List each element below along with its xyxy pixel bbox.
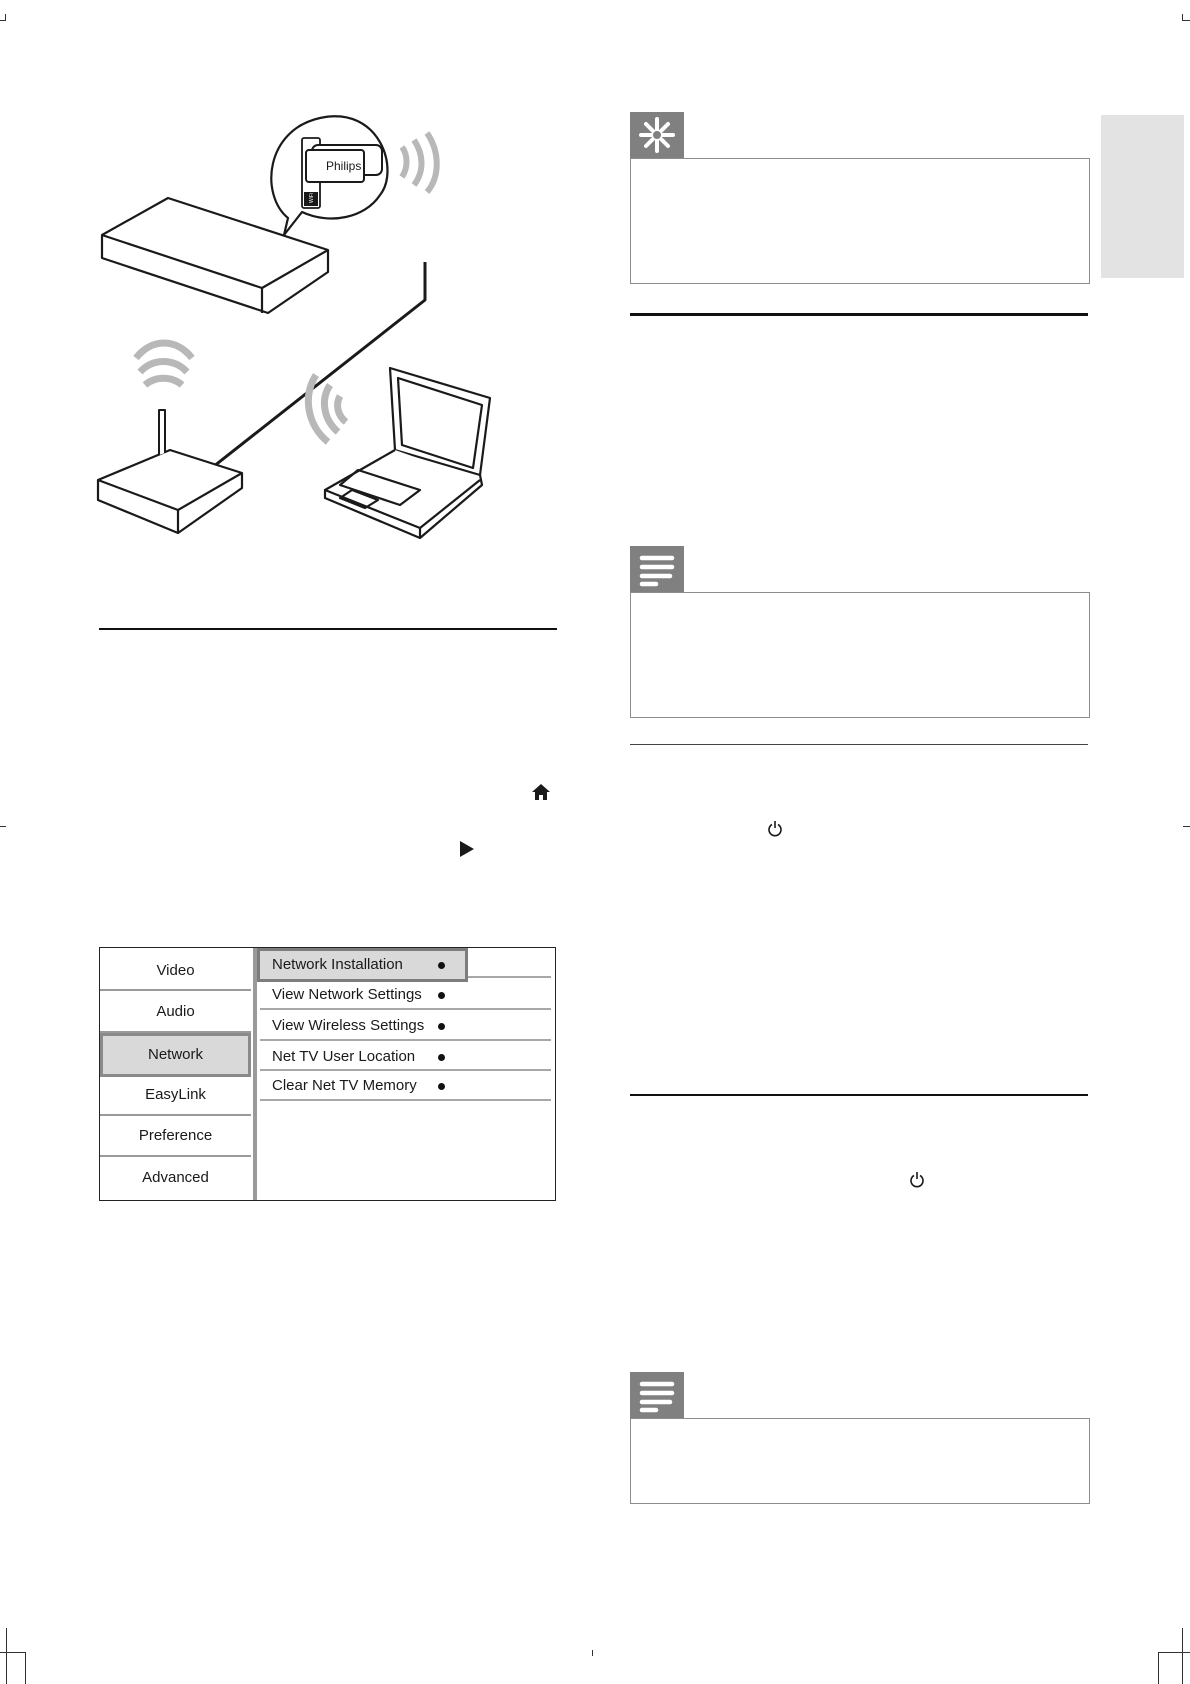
menu-divider (100, 1114, 251, 1116)
submenu-dot (438, 1023, 445, 1030)
crop-mark-bottom-right-v (1158, 1652, 1159, 1684)
menu-item-view-wireless-settings[interactable]: View Wireless Settings (260, 1012, 551, 1040)
setup-menu (99, 947, 556, 1201)
menu-category-network[interactable]: Network (100, 1033, 251, 1077)
power-icon (767, 820, 783, 838)
lines-icon (630, 546, 684, 592)
menu-categories (100, 948, 253, 1200)
menu-item-view-network-settings[interactable]: View Network Settings (260, 981, 551, 1009)
note-box (630, 592, 1090, 718)
crop-mark-bottom-left-v2 (25, 1652, 26, 1684)
tip-icon-box (630, 112, 684, 158)
crop-mark-mid-left (0, 826, 6, 827)
menu-separator (253, 948, 257, 1200)
note-box (630, 1418, 1090, 1504)
crop-mark-bottom-left-h (0, 1652, 26, 1653)
crop-mark-top-right (1182, 20, 1190, 21)
crop-mark-mid-right (1183, 826, 1190, 827)
section-rule-right-3 (630, 1094, 1088, 1096)
menu-category-easylink[interactable]: EasyLink (145, 1086, 206, 1103)
menu-category-video[interactable]: Video (156, 962, 195, 979)
section-rule-left (99, 628, 557, 630)
crop-mark-bottom-center (592, 1650, 593, 1656)
menu-divider (260, 1099, 551, 1101)
menu-item-net-tv-user-location[interactable]: Net TV User Location (260, 1043, 551, 1071)
submenu-dot (438, 1054, 445, 1061)
svg-text:WiFi: WiFi (309, 193, 315, 203)
crop-mark-top-right-v (1182, 14, 1183, 21)
menu-category-audio[interactable]: Audio (156, 1003, 195, 1020)
tip-box (630, 158, 1090, 284)
section-rule-right-2 (630, 744, 1088, 745)
menu-divider (468, 976, 551, 978)
menu-category-preference[interactable]: Preference (138, 1127, 213, 1144)
menu-divider (100, 989, 251, 991)
crop-mark-bottom-right-h (1158, 1652, 1190, 1653)
asterisk-icon (630, 112, 684, 158)
play-icon (459, 840, 475, 858)
menu-divider (260, 1069, 551, 1071)
menu-divider (260, 1008, 551, 1010)
crop-mark-bottom-left-v (6, 1628, 7, 1684)
note-icon-box (630, 1372, 684, 1418)
home-icon (531, 783, 551, 801)
submenu-dot (438, 992, 445, 999)
crop-mark-bottom-right-v2 (1182, 1628, 1183, 1684)
power-icon (909, 1171, 925, 1189)
lines-icon (630, 1372, 684, 1418)
menu-item-network-installation[interactable]: Network Installation (260, 951, 465, 979)
note-icon-box (630, 546, 684, 592)
dongle-label: Philips (326, 159, 362, 173)
crop-mark-top-left-v (5, 14, 6, 21)
menu-divider (260, 1039, 551, 1041)
menu-item-clear-net-tv-memory[interactable]: Clear Net TV Memory (260, 1072, 551, 1100)
submenu-dot (438, 1083, 445, 1090)
side-tab (1101, 115, 1184, 278)
menu-divider (100, 1155, 251, 1157)
network-setup-illustration (90, 100, 560, 580)
section-rule-right-1 (630, 313, 1088, 316)
submenu-dot (438, 962, 445, 969)
menu-category-advanced[interactable]: Advanced (142, 1169, 209, 1186)
